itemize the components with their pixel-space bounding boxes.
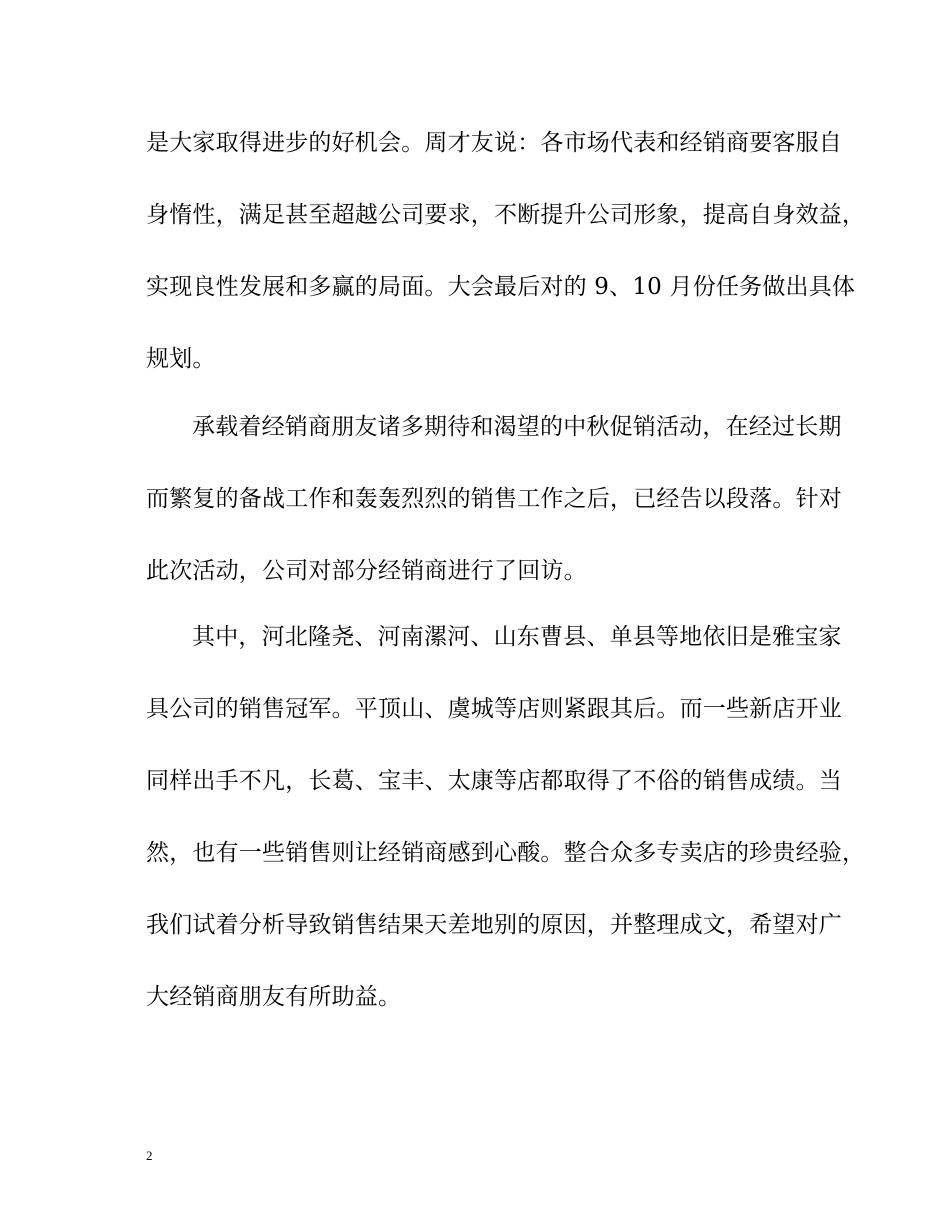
text-line-5: 承载着经销商朋友诸多期待和渴望的中秋促销活动，在经过长期 — [192, 414, 842, 440]
text-line-13: 大经销商朋友有所助益。 — [146, 984, 402, 1010]
text-line-9: 具公司的销售冠军。平顶山、虞城等店则紧跟其后。而一些新店开业 — [146, 696, 842, 722]
text-line-4: 规划。 — [146, 346, 216, 372]
page-number: 2 — [146, 1148, 153, 1163]
text-line-3: 实现良性发展和多赢的局面。大会最后对的 9、10 月份任务做出具体 — [146, 274, 856, 300]
text-line-8: 其中，河北隆尧、河南漯河、山东曹县、单县等地依旧是雅宝家 — [192, 624, 842, 650]
text-line-12: 我们试着分析导致销售结果天差地别的原因，并整理成文，希望对广 — [146, 912, 842, 938]
text-line-1: 是大家取得进步的好机会。周才友说：各市场代表和经销商要客服自 — [146, 130, 842, 156]
text-line-10: 同样出手不凡，长葛、宝丰、太康等店都取得了不俗的销售成绩。当 — [146, 768, 842, 794]
text-line-2: 身惰性，满足甚至超越公司要求，不断提升公司形象，提高自身效益， — [146, 202, 866, 228]
text-line-7: 此次活动，公司对部分经销商进行了回访。 — [146, 558, 587, 584]
text-line-11: 然，也有一些销售则让经销商感到心酸。整合众多专卖店的珍贵经验， — [146, 840, 866, 866]
text-line-6: 而繁复的备战工作和轰轰烈烈的销售工作之后，已经告以段落。针对 — [146, 486, 842, 512]
